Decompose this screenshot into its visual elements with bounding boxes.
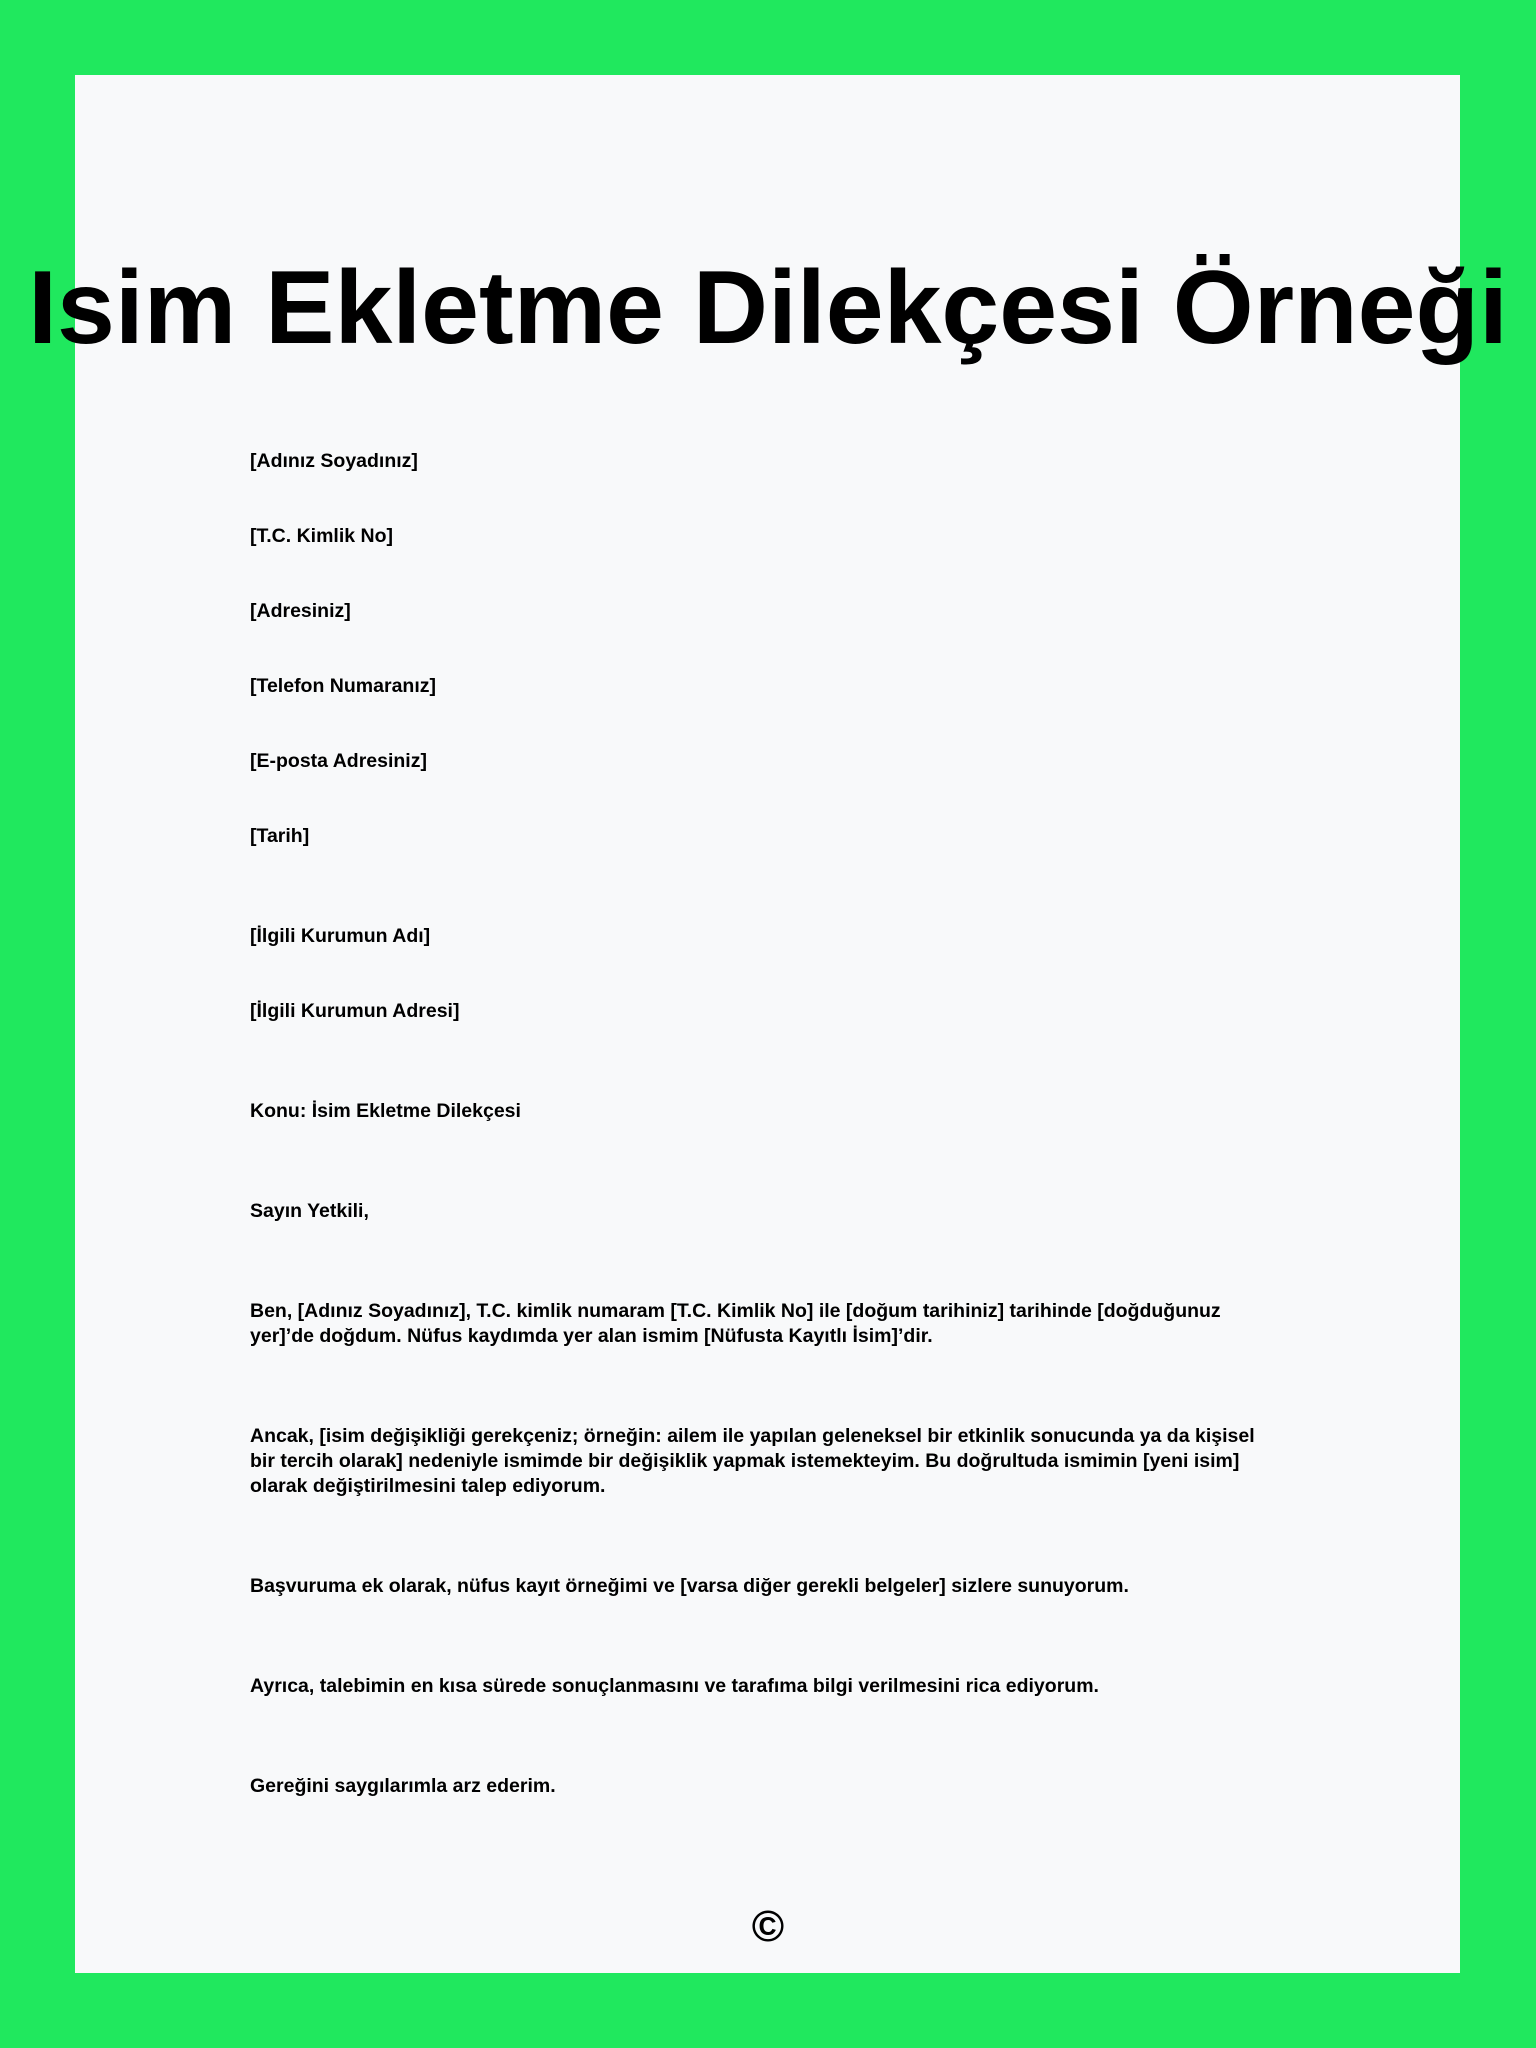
page-title: Isim Ekletme Dilekçesi Örneği (28, 250, 1508, 366)
closing-line: Gereğini saygılarımla arz ederim. (250, 1775, 556, 1797)
sender-email: [E-posta Adresiniz] (250, 750, 427, 772)
sender-date: [Tarih] (250, 825, 310, 847)
paragraph-birth-info: Ben, [Adınız Soyadınız], T.C. kimlik numaram [T.C. Kimlik No] ile [doğum tarihiniz] tarihinde [doğduğunuz yer]’de doğdum. Nüfus kaydımda yer alan ismim [Nüfusta Kayıtlı İsim]’dir. (250, 1300, 1221, 1347)
sender-address: [Adresiniz] (250, 600, 351, 622)
recipient-institution-address: [İlgili Kurumun Adresi] (250, 1000, 460, 1022)
sender-phone: [Telefon Numaranız] (250, 675, 436, 697)
paragraph-attachments: Başvuruma ek olarak, nüfus kayıt örneğimi ve [varsa diğer gerekli belgeler] sizlere sunuyorum. (250, 1575, 1129, 1597)
paragraph-change-request: Ancak, [isim değişikliği gerekçeniz; örneğin: ailem ile yapılan geleneksel bir etkinlik sonucunda ya da kişisel bir tercih olarak] nedeniyle ismimde bir değişiklik yapmak istemekteyim. Bu doğrultuda ismimin [yeni isim] olarak değiştirilmesini talep ediyorum. (250, 1425, 1255, 1497)
sender-tc-no: [T.C. Kimlik No] (250, 525, 394, 547)
subject-line: Konu: İsim Ekletme Dilekçesi (250, 1100, 521, 1122)
salutation: Sayın Yetkili, (250, 1200, 369, 1222)
paragraph-follow-up: Ayrıca, talebimin en kısa sürede sonuçlanmasını ve tarafıma bilgi verilmesini rica ediyorum. (250, 1675, 1099, 1697)
copyright-icon: © (751, 1902, 785, 1951)
recipient-institution-name: [İlgili Kurumun Adı] (250, 925, 431, 947)
sender-name: [Adınız Soyadınız] (250, 450, 418, 472)
